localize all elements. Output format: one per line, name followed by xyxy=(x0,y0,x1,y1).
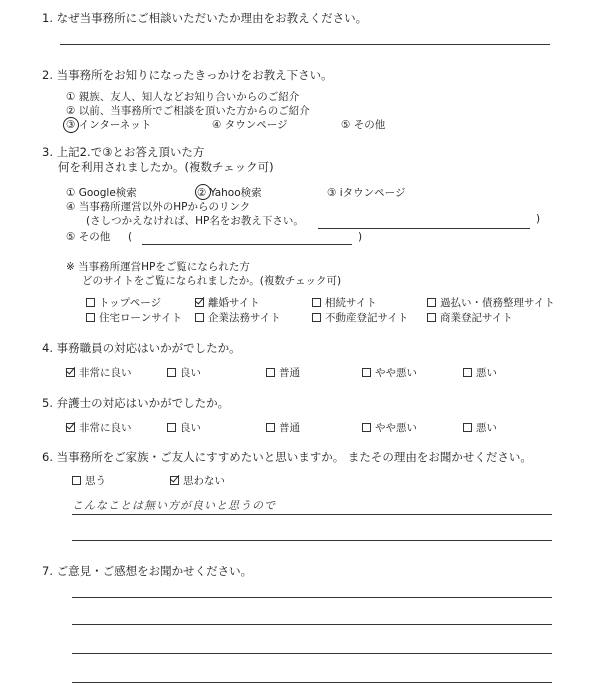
q3-paren-close: ) xyxy=(536,213,541,225)
checkbox-checked[interactable] xyxy=(66,423,75,432)
q4-option-somewhat-bad[interactable]: やや悪い xyxy=(362,368,417,379)
q3-option-2[interactable]: ② Yahoo検索 xyxy=(197,187,262,199)
q7-answer-line-4[interactable] xyxy=(72,682,552,683)
q2-option-2[interactable]: ② 以前、当事務所でご相談を頂いた方からのご紹介 xyxy=(66,105,310,117)
q4-option-very-good[interactable]: 非常に良い xyxy=(66,368,132,379)
checkbox[interactable] xyxy=(312,298,321,307)
q6-handwritten-answer: こんなことは無い方が良いと思うので xyxy=(72,499,276,512)
q5-title: 5. 弁護士の対応はいかがでしたか。 xyxy=(42,396,230,410)
checkbox[interactable] xyxy=(167,368,176,377)
q2-option-5[interactable]: ⑤ その他 xyxy=(341,119,386,131)
q2-option-4[interactable]: ④ タウンページ xyxy=(212,119,288,131)
checkbox[interactable] xyxy=(266,368,275,377)
q4-option-normal[interactable]: 普通 xyxy=(266,368,300,379)
q2-option-1[interactable]: ① 親族、友人、知人などお知り合いからのご紹介 xyxy=(66,91,300,103)
q3-title: 3. 上記2.で③とお答え頂いた方 xyxy=(42,145,205,159)
q6-title: 6. 当事務所をご家族・ご友人にすすめたいと思いますか。 またその理由をお聞かせください。 xyxy=(42,450,532,464)
q5-option-somewhat-bad[interactable]: やや悪い xyxy=(362,423,417,434)
checkbox[interactable] xyxy=(427,313,436,322)
q5-option-bad[interactable]: 悪い xyxy=(463,423,497,434)
q2-title: 2. 当事務所をお知りになったきっかけをお教え下さい。 xyxy=(42,68,333,82)
q1-title: 1. なぜ当事務所にご相談いただいたか理由をお教えください。 xyxy=(42,11,368,25)
q3-other-paren-close: ) xyxy=(358,231,363,243)
checkbox-checked[interactable] xyxy=(66,368,75,377)
site-checkbox-housing-loan[interactable]: 住宅ローンサイト xyxy=(86,313,182,324)
site-checkbox-real-estate[interactable]: 不動産登記サイト xyxy=(312,313,408,324)
q5-option-good[interactable]: 良い xyxy=(167,423,201,434)
q3-other-line[interactable] xyxy=(142,244,352,245)
q3-sub-note-2: どのサイトをご覧になられましたか。(複数チェック可) xyxy=(82,275,342,287)
q7-answer-line-3[interactable] xyxy=(72,653,552,654)
q3-option-3[interactable]: ③ iタウンページ xyxy=(327,187,406,199)
q2-selected-circle xyxy=(63,117,79,133)
q7-answer-line-1[interactable] xyxy=(72,597,552,598)
checkbox[interactable] xyxy=(362,368,371,377)
q4-option-bad[interactable]: 悪い xyxy=(463,368,497,379)
site-checkbox-debt[interactable]: 過払い・債務整理サイト xyxy=(427,298,555,309)
q4-option-good[interactable]: 良い xyxy=(167,368,201,379)
q3-sub-note-1: ※ 当事務所運営HPをご覧になられた方 xyxy=(66,261,250,273)
q4-title: 4. 事務職員の対応はいかがでしたか。 xyxy=(42,341,241,355)
checkbox[interactable] xyxy=(427,298,436,307)
checkbox[interactable] xyxy=(362,423,371,432)
site-checkbox-commercial[interactable]: 商業登記サイト xyxy=(427,313,513,324)
site-checkbox-divorce[interactable]: 離婚サイト xyxy=(195,298,260,309)
site-checkbox-top[interactable]: トップページ xyxy=(86,298,161,309)
q3-selected-circle xyxy=(195,184,211,200)
q6-option-no[interactable]: 思わない xyxy=(170,476,225,487)
q6-answer-line-2[interactable] xyxy=(72,540,552,541)
q5-option-normal[interactable]: 普通 xyxy=(266,423,300,434)
checkbox-checked[interactable] xyxy=(195,298,204,307)
site-checkbox-inheritance[interactable]: 相続サイト xyxy=(312,298,377,309)
q7-answer-line-2[interactable] xyxy=(72,624,552,625)
checkbox[interactable] xyxy=(463,368,472,377)
q3-option-1[interactable]: ① Google検索 xyxy=(66,187,137,199)
checkbox[interactable] xyxy=(195,313,204,322)
checkbox-checked[interactable] xyxy=(170,476,179,485)
q1-answer-line[interactable] xyxy=(60,44,550,45)
q3-hp-name-line[interactable] xyxy=(318,228,530,229)
q5-option-very-good[interactable]: 非常に良い xyxy=(66,423,132,434)
q3-option-4-note: (さしつかえなければ、HP名をお教え下さい。 xyxy=(86,215,304,227)
q6-answer-line-1[interactable] xyxy=(72,514,552,515)
site-checkbox-corporate[interactable]: 企業法務サイト xyxy=(195,313,281,324)
checkbox[interactable] xyxy=(72,476,81,485)
q6-option-yes[interactable]: 思う xyxy=(72,476,106,487)
q3-subtitle: 何を利用されましたか。(複数チェック可) xyxy=(58,160,274,174)
q3-option-4[interactable]: ④ 当事務所運営以外のHPからのリンク xyxy=(66,201,251,213)
checkbox[interactable] xyxy=(266,423,275,432)
checkbox[interactable] xyxy=(86,298,95,307)
checkbox[interactable] xyxy=(312,313,321,322)
q3-option-5[interactable]: ⑤ その他 xyxy=(66,231,111,243)
q7-title: 7. ご意見・ご感想をお聞かせください。 xyxy=(42,564,253,578)
checkbox[interactable] xyxy=(167,423,176,432)
q3-other-paren-open: ( xyxy=(128,231,133,243)
q2-option-3[interactable]: ③ インターネット xyxy=(66,119,152,131)
checkbox[interactable] xyxy=(463,423,472,432)
checkbox[interactable] xyxy=(86,313,95,322)
